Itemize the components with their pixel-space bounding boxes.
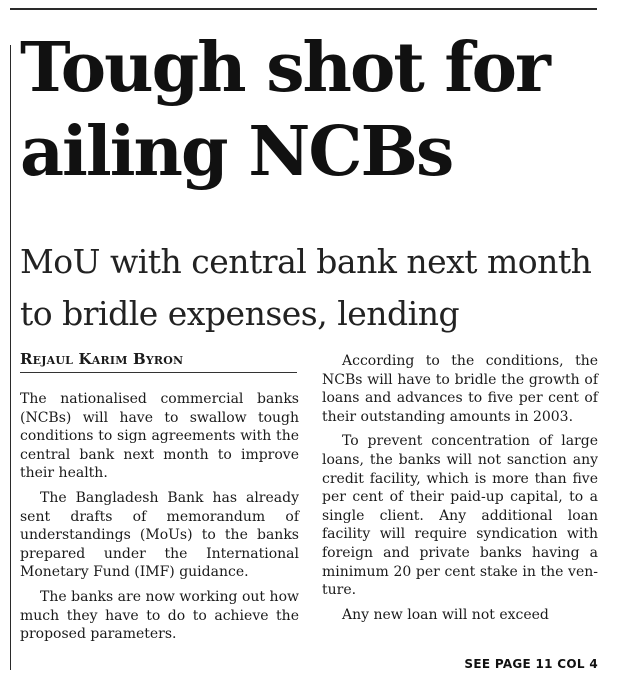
paragraph: Any new loan will not exceed xyxy=(342,606,549,623)
subheadline xyxy=(20,236,620,340)
subheadline-line-2: to bridle expenses, lending xyxy=(20,294,460,333)
continuation-jump-link[interactable]: SEE PAGE 11 COL 4 xyxy=(464,657,598,671)
subheadline-line-1: MoU with central bank next month xyxy=(20,242,592,281)
byline-rule xyxy=(20,372,297,373)
headline xyxy=(20,26,620,194)
paragraph: The Bangladesh Bank has already sent drafts of memorandum of understandings (MoUs) to the banks prepared under the International Monetary Fund (IMF) guidance. xyxy=(20,489,299,581)
left-rule xyxy=(10,45,11,670)
headline-line-1: Tough shot for xyxy=(20,28,549,108)
paragraph: According to the conditions, the NCBs will have to bridle the growth of loans and advances to five per cent of their outstanding amounts in 2003. xyxy=(322,353,598,425)
top-rule xyxy=(10,8,597,10)
byline: Rejaul Karim Byron xyxy=(20,350,184,368)
paragraph: The banks are now working out how much they have to do to achieve the proposed parameters. xyxy=(20,588,299,643)
article-column-right xyxy=(322,352,598,630)
paragraph: To prevent concentration of large loans, the banks will not sanction any credit facility, which is more than five per cent of their paid-up capital, to a single client. Any additional loan facility will require syndication with foreign and private banks having a minimum 20 per cent stake in the venture. xyxy=(322,433,598,599)
paragraph: The nationalised commercial banks (NCBs) will have to swallow tough conditions to sign agreements with the central bank next month to improve their health. xyxy=(20,391,299,482)
article-column-left xyxy=(20,390,299,650)
headline-line-2: ailing NCBs xyxy=(20,112,453,192)
